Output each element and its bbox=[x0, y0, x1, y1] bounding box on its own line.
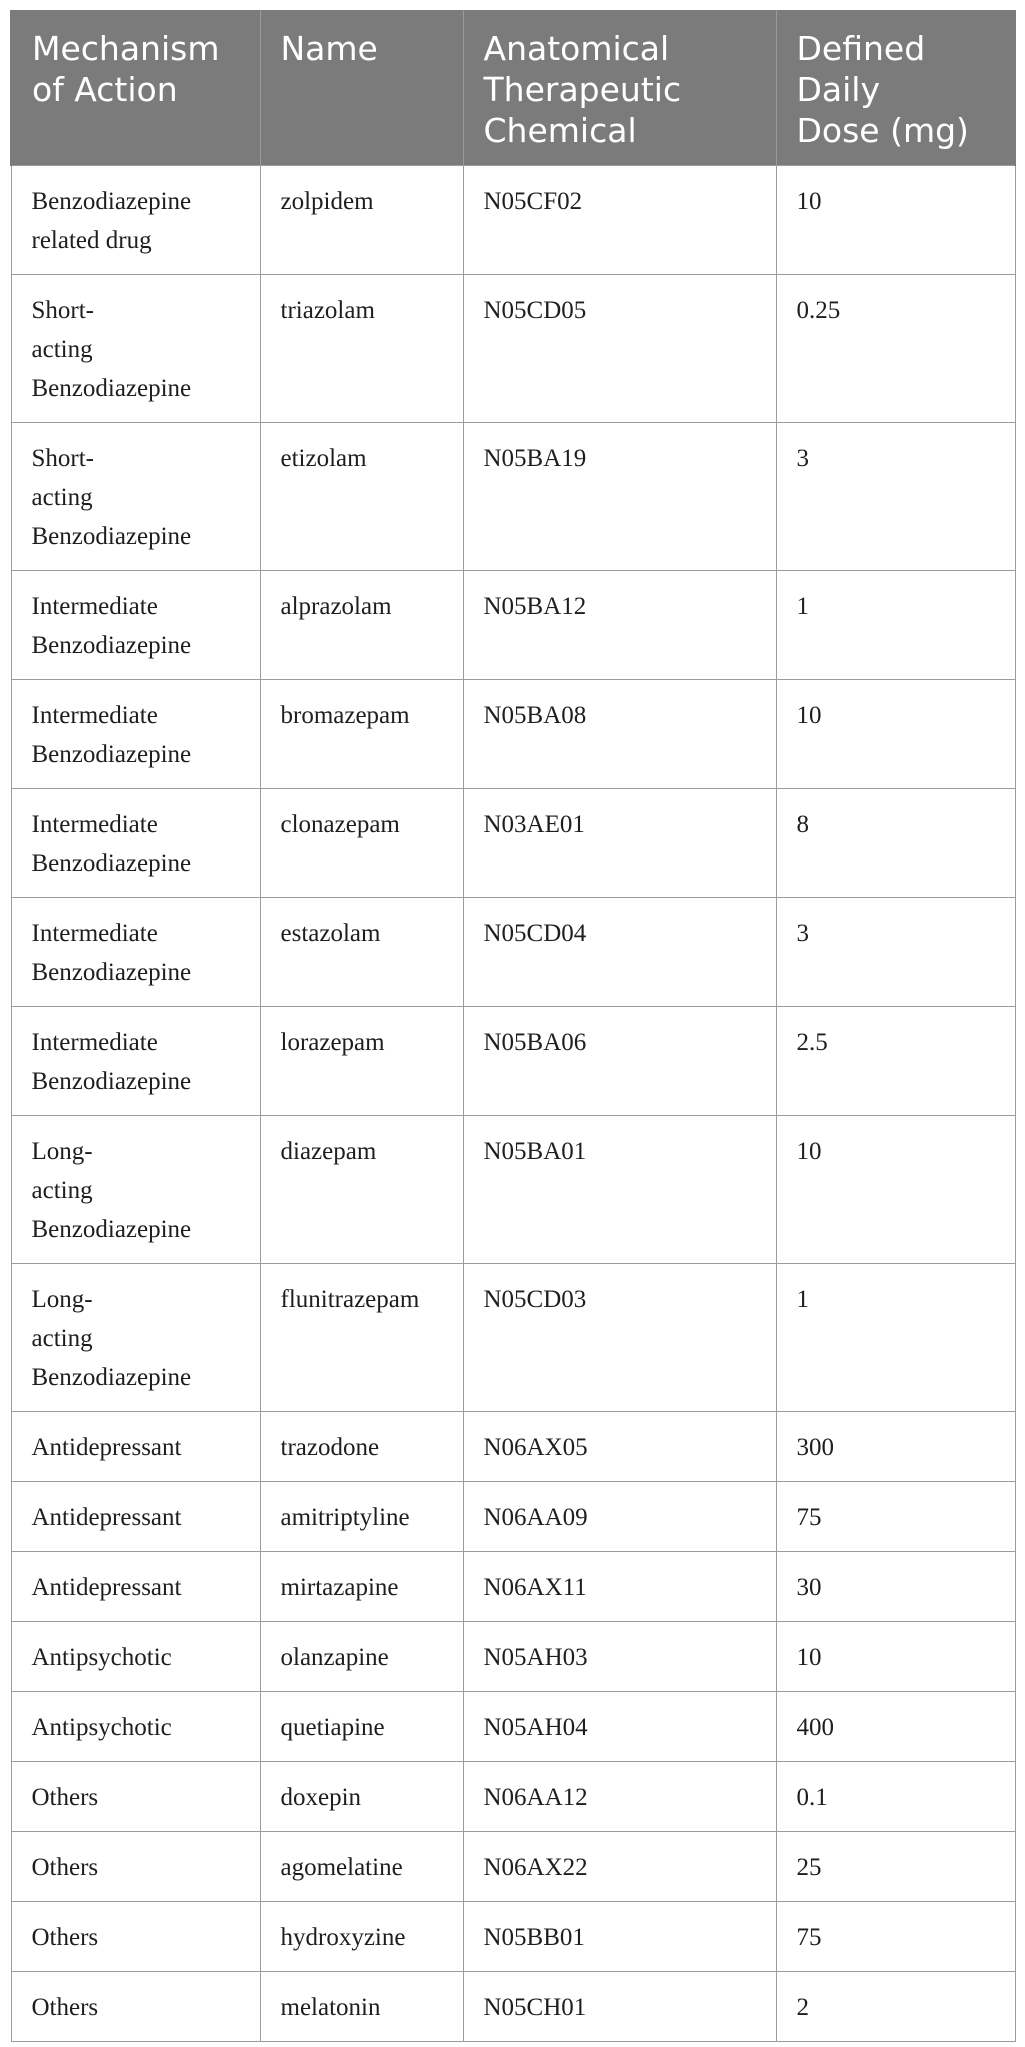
cell-mechanism bbox=[11, 1902, 260, 1972]
cell-defined-daily-dose bbox=[776, 1832, 1015, 1902]
cell-mechanism bbox=[11, 1762, 260, 1832]
cell-defined-daily-dose-text: 10 bbox=[796, 188, 822, 215]
cell-mechanism-text: Intermediate Benzodiazepine bbox=[31, 593, 192, 659]
cell-drug-name-text: clonazepam bbox=[280, 811, 400, 838]
table-row bbox=[11, 1482, 1015, 1552]
cell-mechanism bbox=[11, 1412, 260, 1482]
cell-mechanism bbox=[11, 789, 260, 898]
cell-drug-name-text: trazodone bbox=[280, 1434, 380, 1461]
cell-drug-name-text: alprazolam bbox=[280, 593, 392, 620]
cell-mechanism bbox=[11, 1692, 260, 1762]
cell-drug-name bbox=[260, 166, 463, 275]
cell-drug-name-text: amitriptyline bbox=[280, 1504, 410, 1531]
cell-defined-daily-dose bbox=[776, 275, 1015, 423]
cell-drug-name-text: doxepin bbox=[280, 1784, 362, 1811]
cell-atc-code-text: N05BA12 bbox=[483, 593, 587, 620]
cell-mechanism bbox=[11, 1832, 260, 1902]
cell-atc-code-text: N06AA12 bbox=[483, 1784, 588, 1811]
cell-atc-code bbox=[463, 275, 776, 423]
cell-mechanism bbox=[11, 571, 260, 680]
cell-defined-daily-dose bbox=[776, 789, 1015, 898]
cell-mechanism-text: Others bbox=[31, 1784, 99, 1811]
table-body bbox=[11, 166, 1015, 2042]
cell-atc-code bbox=[463, 1762, 776, 1832]
drug-table bbox=[10, 10, 1016, 2042]
cell-atc-code-text: N05CF02 bbox=[483, 188, 583, 215]
cell-mechanism bbox=[11, 1007, 260, 1116]
cell-defined-daily-dose-text: 10 bbox=[796, 1644, 822, 1671]
cell-drug-name-text: diazepam bbox=[280, 1138, 377, 1165]
table-row bbox=[11, 1972, 1015, 2042]
cell-mechanism-text: Others bbox=[31, 1854, 99, 1881]
cell-mechanism bbox=[11, 1972, 260, 2042]
drug-table-container bbox=[10, 10, 1014, 2042]
cell-drug-name bbox=[260, 1552, 463, 1622]
cell-drug-name bbox=[260, 1116, 463, 1264]
cell-defined-daily-dose-text: 1 bbox=[796, 1286, 809, 1313]
table-row bbox=[11, 423, 1015, 571]
cell-defined-daily-dose bbox=[776, 680, 1015, 789]
cell-atc-code bbox=[463, 1482, 776, 1552]
cell-mechanism bbox=[11, 1482, 260, 1552]
cell-atc-code-text: N05AH03 bbox=[483, 1644, 588, 1671]
cell-drug-name-text: zolpidem bbox=[280, 188, 374, 215]
cell-defined-daily-dose-text: 300 bbox=[796, 1434, 834, 1461]
cell-drug-name-text: bromazepam bbox=[280, 702, 410, 729]
cell-atc-code bbox=[463, 898, 776, 1007]
cell-defined-daily-dose-text: 2.5 bbox=[796, 1029, 828, 1056]
cell-drug-name bbox=[260, 1412, 463, 1482]
cell-drug-name bbox=[260, 1264, 463, 1412]
cell-mechanism bbox=[11, 1552, 260, 1622]
table-row bbox=[11, 275, 1015, 423]
cell-drug-name bbox=[260, 1832, 463, 1902]
cell-drug-name-text: melatonin bbox=[280, 1994, 381, 2021]
cell-atc-code-text: N06AX22 bbox=[483, 1854, 588, 1881]
cell-atc-code bbox=[463, 680, 776, 789]
cell-defined-daily-dose bbox=[776, 1412, 1015, 1482]
cell-drug-name bbox=[260, 1972, 463, 2042]
cell-mechanism bbox=[11, 1264, 260, 1412]
header-ddd: Defined Daily Dose (mg) bbox=[776, 10, 1015, 166]
cell-atc-code-text: N03AE01 bbox=[483, 811, 585, 838]
cell-atc-code-text: N05CH01 bbox=[483, 1994, 587, 2021]
cell-mechanism-text: Antipsychotic bbox=[31, 1644, 172, 1671]
cell-defined-daily-dose bbox=[776, 1762, 1015, 1832]
table-row bbox=[11, 1264, 1015, 1412]
table-row bbox=[11, 1762, 1015, 1832]
table-row bbox=[11, 1622, 1015, 1692]
cell-atc-code bbox=[463, 1972, 776, 2042]
cell-defined-daily-dose bbox=[776, 1692, 1015, 1762]
header-mechanism: Mechanism of Action bbox=[11, 10, 260, 166]
table-row bbox=[11, 1692, 1015, 1762]
cell-atc-code bbox=[463, 1552, 776, 1622]
cell-atc-code-text: N05AH04 bbox=[483, 1714, 588, 1741]
cell-defined-daily-dose-text: 3 bbox=[796, 445, 809, 472]
cell-drug-name-text: etizolam bbox=[280, 445, 367, 472]
table-row bbox=[11, 1412, 1015, 1482]
cell-atc-code bbox=[463, 1832, 776, 1902]
cell-atc-code bbox=[463, 571, 776, 680]
cell-defined-daily-dose bbox=[776, 166, 1015, 275]
cell-atc-code bbox=[463, 789, 776, 898]
cell-mechanism-text: Intermediate Benzodiazepine bbox=[31, 1029, 192, 1095]
cell-defined-daily-dose bbox=[776, 1482, 1015, 1552]
cell-drug-name-text: olanzapine bbox=[280, 1644, 389, 1671]
table-row bbox=[11, 1552, 1015, 1622]
cell-mechanism-text: Antidepressant bbox=[31, 1434, 182, 1461]
cell-atc-code bbox=[463, 1007, 776, 1116]
cell-defined-daily-dose-text: 75 bbox=[796, 1504, 822, 1531]
cell-mechanism-text: Long- acting Benzodiazepine bbox=[31, 1138, 192, 1243]
header-atc: Anatomical Therapeutic Chemical bbox=[463, 10, 776, 166]
cell-defined-daily-dose-text: 0.25 bbox=[796, 297, 841, 324]
cell-defined-daily-dose-text: 0.1 bbox=[796, 1784, 828, 1811]
cell-mechanism bbox=[11, 423, 260, 571]
cell-defined-daily-dose bbox=[776, 1264, 1015, 1412]
cell-defined-daily-dose bbox=[776, 1116, 1015, 1264]
cell-mechanism bbox=[11, 1116, 260, 1264]
cell-mechanism-text: Others bbox=[31, 1994, 99, 2021]
cell-defined-daily-dose-text: 30 bbox=[796, 1574, 822, 1601]
cell-drug-name bbox=[260, 1692, 463, 1762]
cell-mechanism-text: Antidepressant bbox=[31, 1574, 182, 1601]
cell-drug-name bbox=[260, 1007, 463, 1116]
cell-drug-name-text: flunitrazepam bbox=[280, 1286, 420, 1313]
cell-defined-daily-dose-text: 75 bbox=[796, 1924, 822, 1951]
cell-atc-code-text: N05BB01 bbox=[483, 1924, 585, 1951]
cell-mechanism bbox=[11, 275, 260, 423]
cell-drug-name-text: hydroxyzine bbox=[280, 1924, 406, 1951]
cell-defined-daily-dose bbox=[776, 423, 1015, 571]
cell-drug-name-text: agomelatine bbox=[280, 1854, 403, 1881]
cell-mechanism-text: Short- acting Benzodiazepine bbox=[31, 297, 192, 402]
cell-atc-code bbox=[463, 423, 776, 571]
table-row bbox=[11, 1007, 1015, 1116]
cell-atc-code-text: N05BA19 bbox=[483, 445, 587, 472]
cell-defined-daily-dose-text: 10 bbox=[796, 1138, 822, 1165]
cell-drug-name-text: triazolam bbox=[280, 297, 375, 324]
cell-drug-name-text: lorazepam bbox=[280, 1029, 385, 1056]
cell-drug-name bbox=[260, 680, 463, 789]
cell-drug-name bbox=[260, 789, 463, 898]
cell-drug-name bbox=[260, 275, 463, 423]
table-row bbox=[11, 789, 1015, 898]
table-row bbox=[11, 680, 1015, 789]
cell-defined-daily-dose-text: 25 bbox=[796, 1854, 822, 1881]
cell-mechanism bbox=[11, 166, 260, 275]
cell-drug-name bbox=[260, 1902, 463, 1972]
header-name: Name bbox=[260, 10, 463, 166]
cell-mechanism-text: Antidepressant bbox=[31, 1504, 182, 1531]
cell-mechanism bbox=[11, 898, 260, 1007]
cell-drug-name-text: estazolam bbox=[280, 920, 381, 947]
table-row bbox=[11, 571, 1015, 680]
cell-mechanism bbox=[11, 1622, 260, 1692]
cell-defined-daily-dose-text: 10 bbox=[796, 702, 822, 729]
cell-atc-code-text: N05CD05 bbox=[483, 297, 587, 324]
cell-mechanism-text: Others bbox=[31, 1924, 99, 1951]
cell-defined-daily-dose bbox=[776, 898, 1015, 1007]
cell-defined-daily-dose bbox=[776, 571, 1015, 680]
cell-defined-daily-dose bbox=[776, 1007, 1015, 1116]
cell-atc-code-text: N05BA01 bbox=[483, 1138, 587, 1165]
cell-defined-daily-dose bbox=[776, 1972, 1015, 2042]
cell-atc-code bbox=[463, 1412, 776, 1482]
table-header-row bbox=[11, 10, 1015, 166]
cell-defined-daily-dose bbox=[776, 1622, 1015, 1692]
cell-atc-code-text: N06AA09 bbox=[483, 1504, 588, 1531]
cell-drug-name bbox=[260, 1482, 463, 1552]
table-row bbox=[11, 1902, 1015, 1972]
cell-atc-code-text: N06AX11 bbox=[483, 1574, 587, 1601]
cell-drug-name bbox=[260, 423, 463, 571]
cell-drug-name bbox=[260, 898, 463, 1007]
cell-defined-daily-dose-text: 2 bbox=[796, 1994, 809, 2021]
cell-atc-code bbox=[463, 1622, 776, 1692]
cell-mechanism bbox=[11, 680, 260, 789]
cell-atc-code-text: N05BA08 bbox=[483, 702, 587, 729]
cell-mechanism-text: Benzodiazepine related drug bbox=[31, 188, 192, 254]
cell-atc-code bbox=[463, 1692, 776, 1762]
cell-drug-name bbox=[260, 1762, 463, 1832]
cell-drug-name-text: quetiapine bbox=[280, 1714, 385, 1741]
cell-defined-daily-dose-text: 8 bbox=[796, 811, 809, 838]
cell-mechanism-text: Long- acting Benzodiazepine bbox=[31, 1286, 192, 1391]
table-row bbox=[11, 1832, 1015, 1902]
cell-defined-daily-dose bbox=[776, 1552, 1015, 1622]
cell-defined-daily-dose-text: 400 bbox=[796, 1714, 834, 1741]
cell-mechanism-text: Short- acting Benzodiazepine bbox=[31, 445, 192, 550]
table-row bbox=[11, 1116, 1015, 1264]
table-row bbox=[11, 898, 1015, 1007]
cell-atc-code-text: N05BA06 bbox=[483, 1029, 587, 1056]
cell-atc-code bbox=[463, 1116, 776, 1264]
cell-mechanism-text: Antipsychotic bbox=[31, 1714, 172, 1741]
cell-atc-code-text: N06AX05 bbox=[483, 1434, 588, 1461]
cell-mechanism-text: Intermediate Benzodiazepine bbox=[31, 920, 192, 986]
cell-defined-daily-dose-text: 3 bbox=[796, 920, 809, 947]
cell-atc-code bbox=[463, 1264, 776, 1412]
cell-drug-name bbox=[260, 571, 463, 680]
cell-mechanism-text: Intermediate Benzodiazepine bbox=[31, 702, 192, 768]
cell-drug-name-text: mirtazapine bbox=[280, 1574, 399, 1601]
cell-defined-daily-dose-text: 1 bbox=[796, 593, 809, 620]
cell-defined-daily-dose bbox=[776, 1902, 1015, 1972]
cell-atc-code bbox=[463, 1902, 776, 1972]
cell-drug-name bbox=[260, 1622, 463, 1692]
table-row bbox=[11, 166, 1015, 275]
cell-atc-code-text: N05CD04 bbox=[483, 920, 587, 947]
cell-atc-code bbox=[463, 166, 776, 275]
cell-mechanism-text: Intermediate Benzodiazepine bbox=[31, 811, 192, 877]
cell-atc-code-text: N05CD03 bbox=[483, 1286, 587, 1313]
